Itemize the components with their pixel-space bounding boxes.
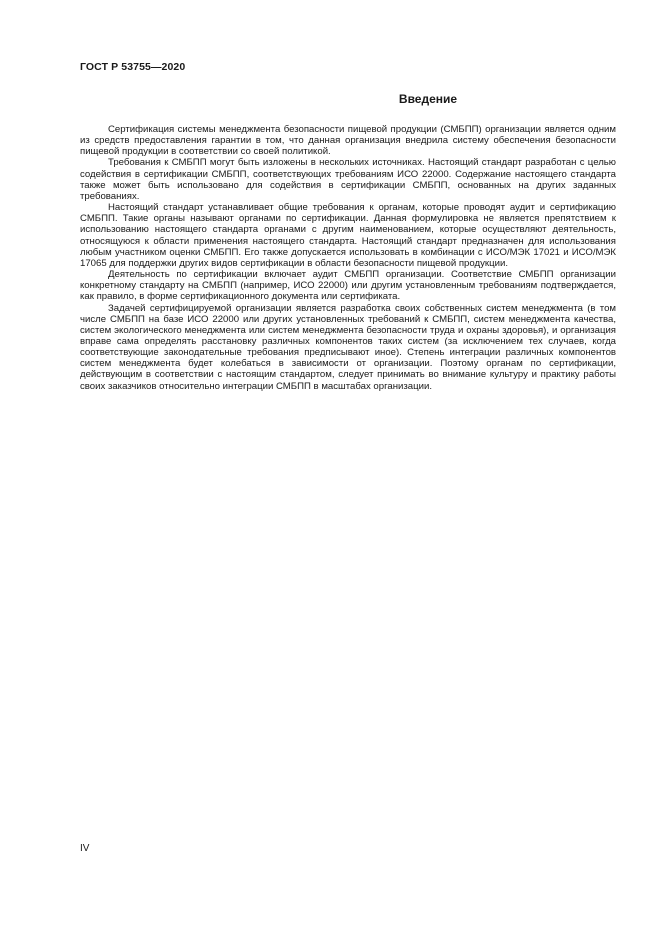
page-number: IV [80,843,90,854]
section-title-text: Введение [398,92,458,106]
section-title [80,92,616,106]
paragraph-2: Требования к СМБПП могут быть изложены в нескольких источниках. Настоящий стандарт разработан с целью содействия в сертификации СМБПП, соответствующих требованиям ИСО 22000. Содержание настоящего стандарта также может быть использовано для содействия в сертификации СМБПП, основанных на других заданных требованиях. [80,157,616,202]
paragraph-5: Задачей сертифицируемой организации является разработка своих собственных систем менеджмента (в том числе СМБПП на базе ИСО 22000 или других установленных требований к СМБПП, систем менеджмента качества, систем экологического менеджмента или систем менеджмента безопасности труда и охраны здоровья), и организация вправе сама определять расстановку различных компонентов таких систем (за исключением тех случаев, когда соответствующие законодательные требования предписывают иное). Степень интеграции различных компонентов систем менеджмента будет колебаться в зависимости от организации. Поэтому органам по сертификации, действующим в соответствии с настоящим стандартом, следует принимать во внимание культуру и практику работы своих заказчиков относительно интеграции СМБПП в масштабах организации. [80,302,616,392]
document-header: ГОСТ Р 53755—2020 [80,61,186,73]
paragraph-4: Деятельность по сертификации включает аудит СМБПП организации. Соответствие СМБПП организации конкретному стандарту на СМБПП (например, ИСО 22000) или другим установленным требованиям подтверждается, как правило, в форме сертификационного документа или сертификата. [80,269,616,303]
paragraph-3: Настоящий стандарт устанавливает общие требования к органам, которые проводят аудит и сертификацию СМБПП. Такие органы называют органами по сертификации. Данная формулировка не является препятствием к использованию настоящего стандарта органами с другим наименованием, которые осуществляют деятельность, относящуюся к области применения настоящего стандарта. Настоящий стандарт предназначен для использования любым участником оценки СМБПП. Его также допускается использовать в комбинации с ИСО/МЭК 17021 и ИСО/МЭК 17065 для поддержки других видов сертификации в области безопасности пищевой продукции. [80,202,616,269]
paragraph-1: Сертификация системы менеджмента безопасности пищевой продукции (СМБПП) организации является одним из средств предоставления гарантии в том, что данная организация внедрила систему обеспечения безопасности пищевой продукции в соответствии со своей политикой. [80,124,616,158]
body-text [80,124,616,392]
